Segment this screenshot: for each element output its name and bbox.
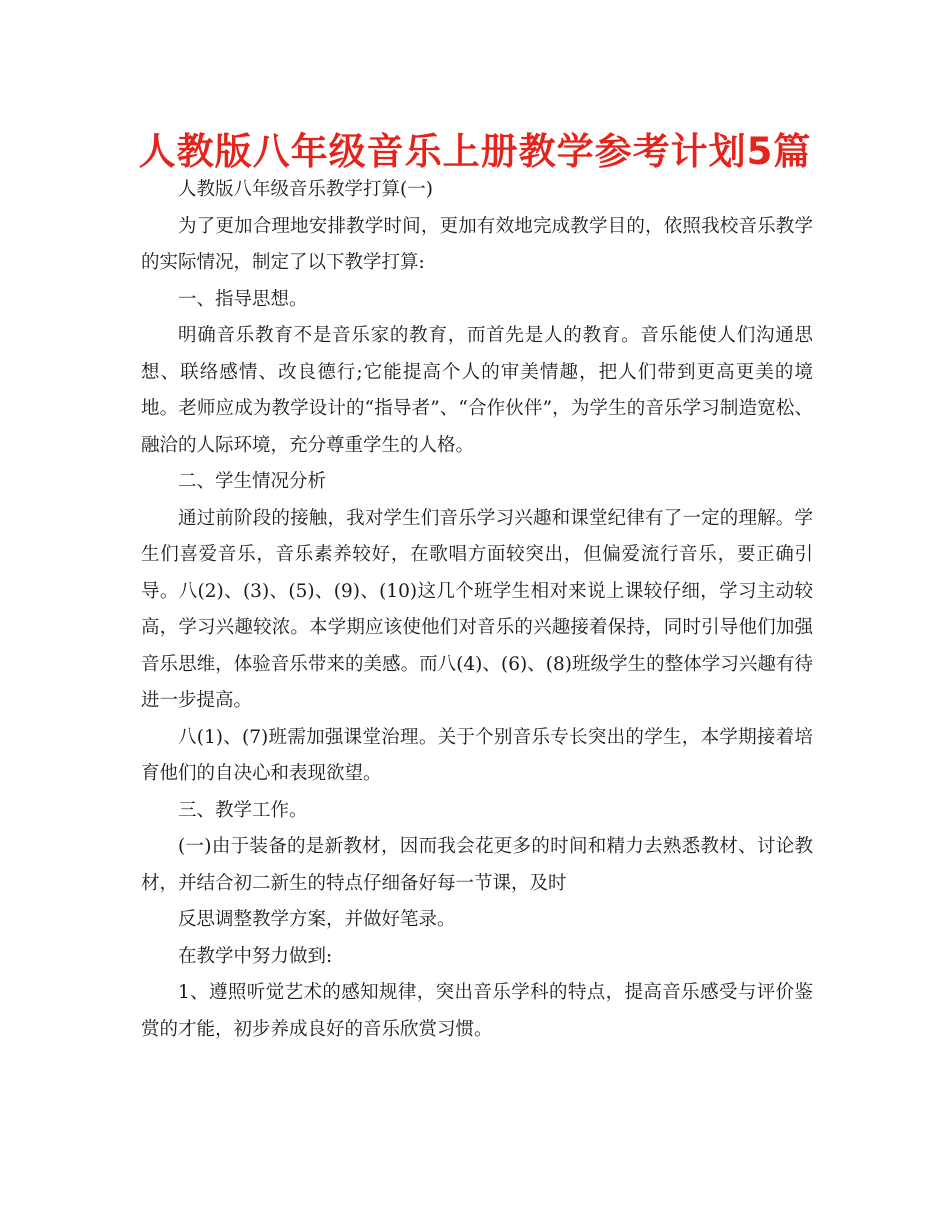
- document-body: [141, 172, 813, 1048]
- paragraph-class-management: 八(1)、(7)班需加强课堂治理。关于个别音乐专长突出的学生，本学期接着培育他们的自决心和表现欲望。: [141, 726, 813, 784]
- paragraph-guiding-ideas: 明确音乐教育不是音乐家的教育，而首先是人的教育。音乐能使人们沟通思想、联络感情、改良德行;它能提高个人的审美情趣，把人们带到更高更美的境地。老师应成为教学设计的“指导者”、“合作伙伴”，为学生的音乐学习制造宽松、融洽的人际环境，充分尊重学生的人格。: [141, 325, 813, 456]
- paragraph-student-analysis: 通过前阶段的接触，我对学生们音乐学习兴趣和课堂纪律有了一定的理解。学生们喜爱音乐，音乐素养较好，在歌唱方面较突出，但偏爱流行音乐，要正确引导。八(2)、(3)、(5)、(9)、(10)这几个班学生相对来说上课较仔细，学习主动较高，学习兴趣较浓。本学期应该使他们对音乐的兴趣接着保持，同时引导他们加强音乐思维，体验音乐带来的美感。而八(4)、(6)、(8)班级学生的整体学习兴趣有待进一步提高。: [141, 507, 813, 711]
- document-title: 人教版八年级音乐上册教学参考计划5篇: [138, 130, 812, 173]
- paragraph-plan-heading: 人教版八年级音乐教学打算(一): [178, 179, 433, 200]
- paragraph-efforts-heading: 在教学中努力做到:: [178, 945, 333, 967]
- section-heading-teaching-work: 三、教学工作。: [178, 799, 308, 821]
- paragraph-reflection: 反思调整教学方案，并做好笔录。: [178, 909, 456, 930]
- paragraph-new-materials: (一)由于装备的是新教材，因而我会花更多的时间和精力去熟悉教材、讨论教材，并结合初二新生的特点仔细备好每一节课，及时: [141, 836, 813, 894]
- paragraph-item-1: 1、遵照听觉艺术的感知规律，突出音乐学科的特点，提高音乐感受与评价鉴赏的才能，初步养成良好的音乐欣赏习惯。: [141, 982, 813, 1040]
- section-heading-student-analysis: 二、学生情况分析: [178, 471, 327, 492]
- paragraph-intro: 为了更加合理地安排教学时间，更加有效地完成教学目的，依照我校音乐教学的实际情况，制定了以下教学打算:: [141, 215, 813, 273]
- section-heading-guiding-ideas: 一、指导思想。: [178, 288, 308, 310]
